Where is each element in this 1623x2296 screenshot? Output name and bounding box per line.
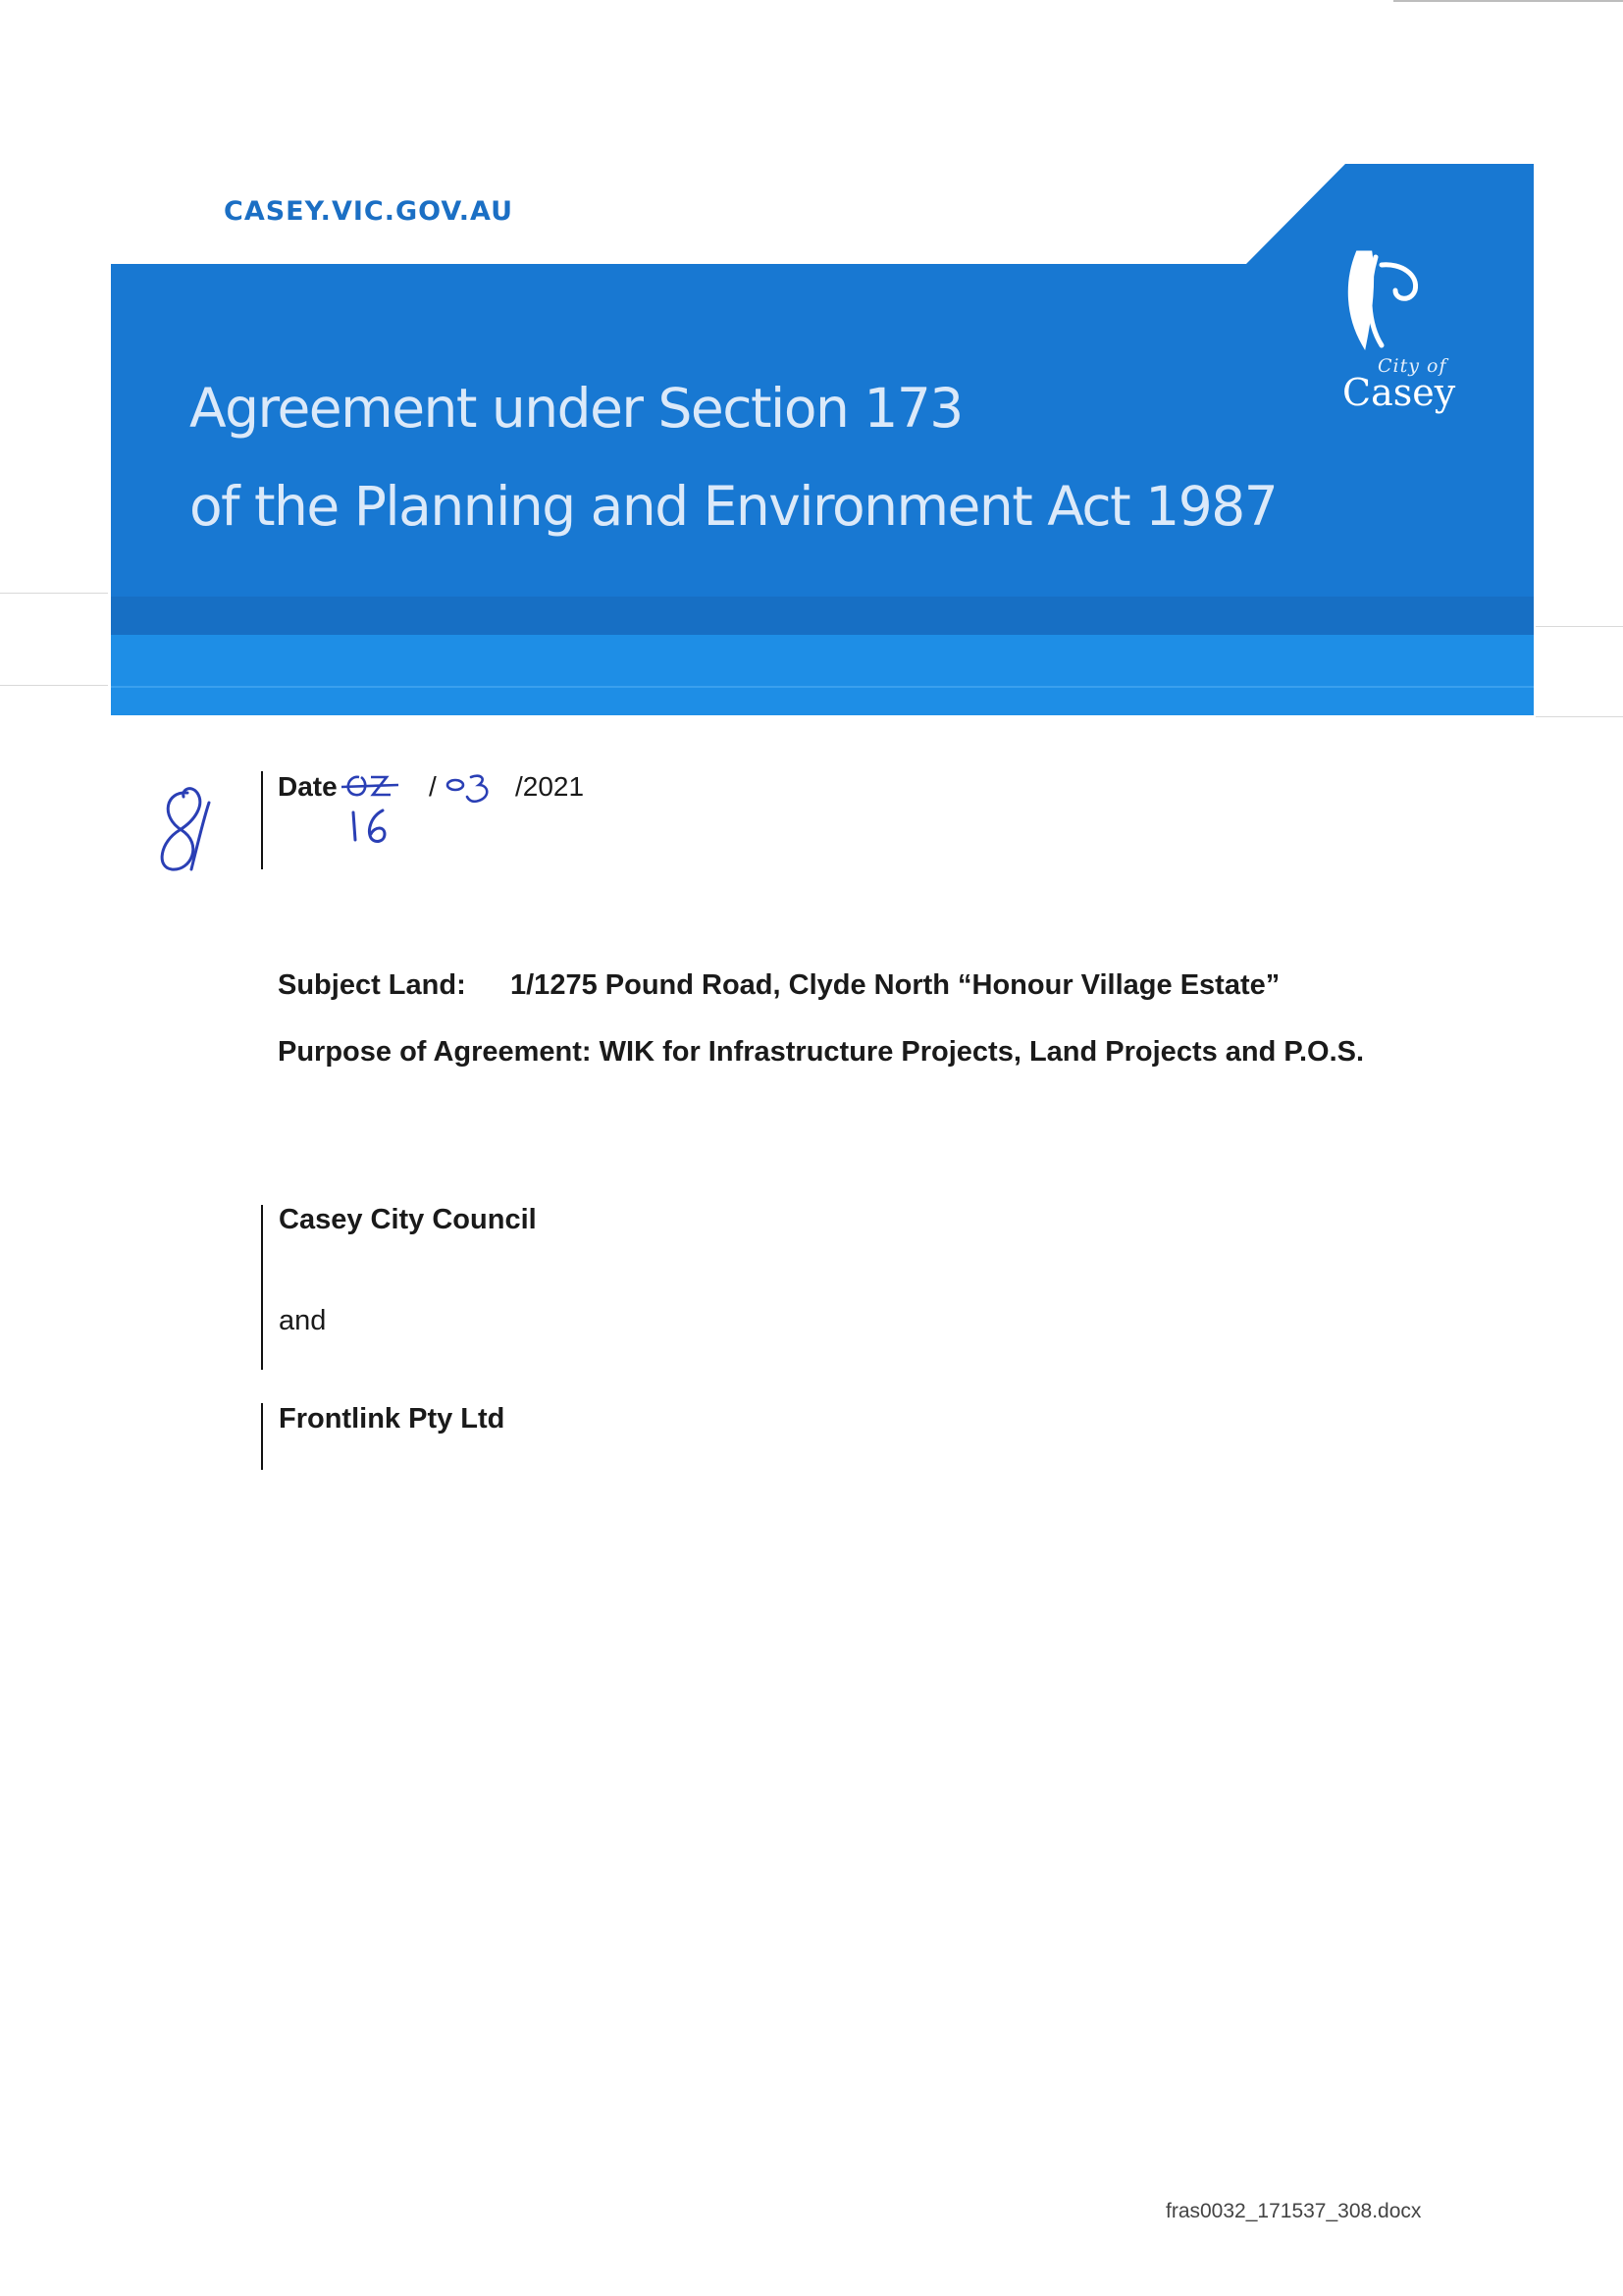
date-margin-bar	[261, 771, 263, 869]
party-conjunction: and	[279, 1305, 327, 1336]
purpose-label: Purpose of Agreement:	[278, 1036, 592, 1068]
banner-shade-band	[111, 597, 1534, 635]
handwritten-day-16-icon	[345, 807, 393, 846]
date-label: Date	[278, 771, 338, 802]
purpose-value: WIK for Infrastructure Projects, Land Projects and P.O.S.	[599, 1036, 1365, 1068]
date-separator-1: /	[429, 771, 437, 802]
date-year: /2021	[515, 771, 585, 802]
purpose-row	[278, 1036, 1364, 1069]
date-row	[278, 771, 585, 803]
document-title-line-2: of the Planning and Environment Act 1987	[189, 475, 1278, 538]
handwritten-initials-icon	[152, 781, 231, 877]
banner-lower-band	[111, 635, 1534, 715]
document-file-reference: fras0032_171537_308.docx	[1166, 2200, 1422, 2222]
subject-land-label: Subject Land:	[278, 969, 466, 1001]
subject-land-row	[278, 969, 1281, 1002]
party-1-name: Casey City Council	[279, 1204, 537, 1235]
subject-land-value: 1/1275 Pound Road, Clyde North “Honour Village Estate”	[510, 969, 1281, 1001]
logo-city-of-text: City of	[1378, 355, 1447, 377]
document-title-line-1: Agreement under Section 173	[189, 377, 963, 440]
handwritten-month-03-icon	[442, 769, 506, 809]
handwritten-struck-day-icon	[340, 769, 402, 803]
logo-casey-text: Casey	[1342, 371, 1456, 414]
party-2-margin-bar	[261, 1403, 263, 1470]
parties-margin-bar	[261, 1205, 263, 1370]
council-website: CASEY.VIC.GOV.AU	[224, 196, 514, 227]
party-2-name: Frontlink Pty Ltd	[279, 1403, 505, 1435]
